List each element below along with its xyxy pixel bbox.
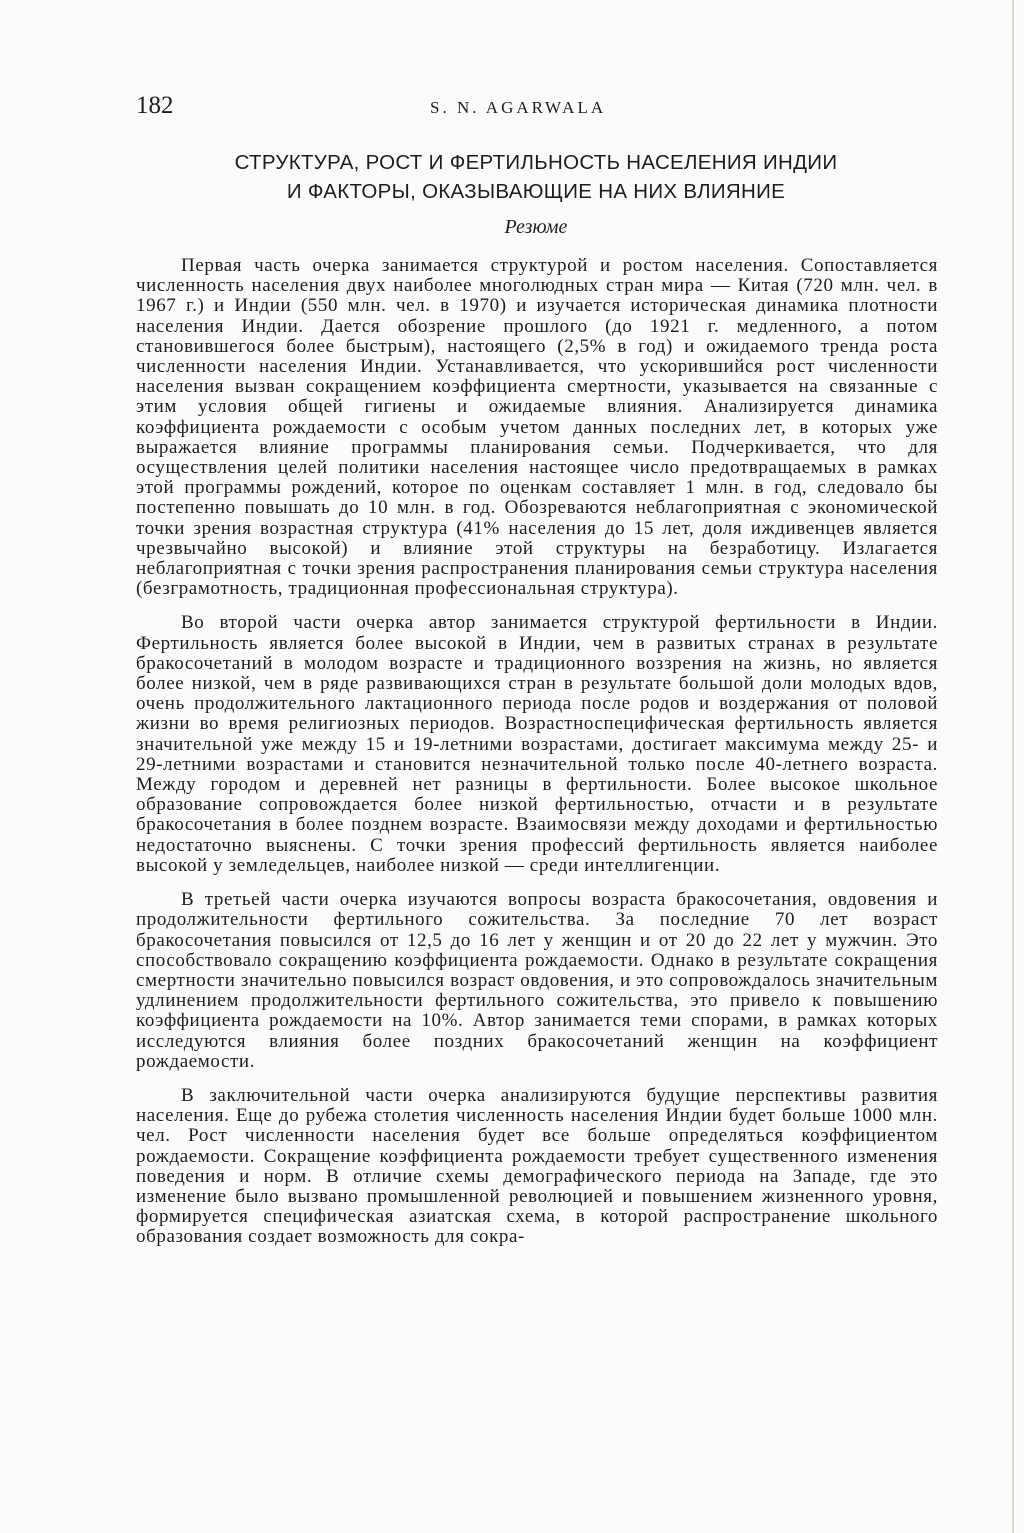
title-line-1: СТРУКТУРА, РОСТ И ФЕРТИЛЬНОСТЬ НАСЕЛЕНИЯ ИНДИИ [234,151,838,174]
section-subtitle: Резюме [504,216,568,238]
title-line-2: И ФАКТОРЫ, ОКАЗЫВАЮЩИЕ НА НИХ ВЛИЯНИЕ [286,180,786,203]
paragraph-1: Первая часть очерка занимается структурой и ростом населения. Сопоставляется численность населения двух наиболее многолюдных стран мира — Китая (720 млн. чел. в 1967 г.) и Индии (550 млн. чел. в 1970) и изучается историческая динамика плотности населения Индии. Дается обозрение прошлого (до 1921 г. медленного, а потом становившегося более быстрым), настоящего (2,5% в год) и ожидаемого тренда роста численности населения Индии. Устанавливается, что ускорившийся рост численности населения вызван сокращением коэффициента смертности, указывается на связанные с этим условия общей гигиены и ожидаемые влияния. Анализируется динамика коэффициента рождаемости с особым учетом данных последних лет, в которых уже выражается влияние программы планирования семьи. Подчеркивается, что для осуществления целей политики населения настоящее число предотвращаемых в рамках этой программы рождений, которое по оценкам составляет 1 млн. в год, следовало бы постепенно повышать до 10 млн. в год. Обозреваются неблагоприятная с экономической точки зрения возрастная структура (41% населения до 15 лет, доля иждивенцев является чрезвычайно высокой) и влияние этой структуры на безработицу. Излагается неблагоприятная с точки зрения распространения планирования семьи структура населения (безграмотность, традиционная профессиональная структура). [136,255,938,600]
page-number: 182 [136,92,174,119]
summary-body [136,256,938,1262]
paragraph-3: В третьей части очерка изучаются вопросы возраста бракосочетания, овдовения и продолжительности фертильного сожительства. За последние 70 лет возраст бракосочетания повысился от 12,5 до 16 лет у женщин и от 20 до 22 лет у мужчин. Это способствовало сокращению коэффициента рождаемости. Однако в результате сокращения смертности значительно повысился возраст овдовения, и это сопровождалось значительным удлинением продолжительности фертильного сожительства, это привело к повышению коэффициента рождаемости на 10%. Автор занимается теми спорами, в рамках которых исследуются влияния более поздних бракосочетаний женщин на коэффициент рождаемости. [136,889,938,1072]
running-head-author: S. N. AGARWALA [430,98,607,117]
article-title [136,148,936,206]
paragraph-2: Во второй части очерка автор занимается структурой фертильности в Индии. Фертильность является более высокой в Индии, чем в развитых странах в результате бракосочетаний в молодом возрасте и традиционного воззрения на жизнь, но является более низкой, чем в ряде развивающихся стран в результате большой доли молодых вдов, очень продолжительного лактационного периода после родов и воздержания от половой жизни во время религиозных периодов. Возрастноспецифическая фертильность является значительной уже между 15 и 19-летними возрастами, достигает максимума между 25- и 29-летними возрастами и становится незначительной только после 40-летнего возраста. Между городом и деревней нет разницы в фертильности. Более высокое школьное образование сопровождается более низкой фертильностью, отчасти и в результате бракосочетания в более позднем возрасте. Взаимосвязи между доходами и фертильностью недостаточно выяснены. С точки зрения профессий фертильность является наиболее высокой у земледельцев, наиболее низкой — среди интеллигенции. [136,612,938,876]
page-header [136,92,936,122]
paragraph-4: В заключительной части очерка анализируются будущие перспективы развития населения. Еще до рубежа столетия численность населения Индии будет больше 1000 млн. чел. Рост численности населения будет все больше определяться коэффициентом рождаемости. Сокращение коэффициента рождаемости требует существенного изменения поведения и норм. В отличие схемы демографического периода на Западе, где это изменение было вызвано промышленной революцией и повышением жизненного уровня, формируется специфическая азиатская схема, в которой распространение школьного образования создает возможность для сокра- [136,1084,938,1248]
page-edge-shadow [1012,0,1014,1533]
